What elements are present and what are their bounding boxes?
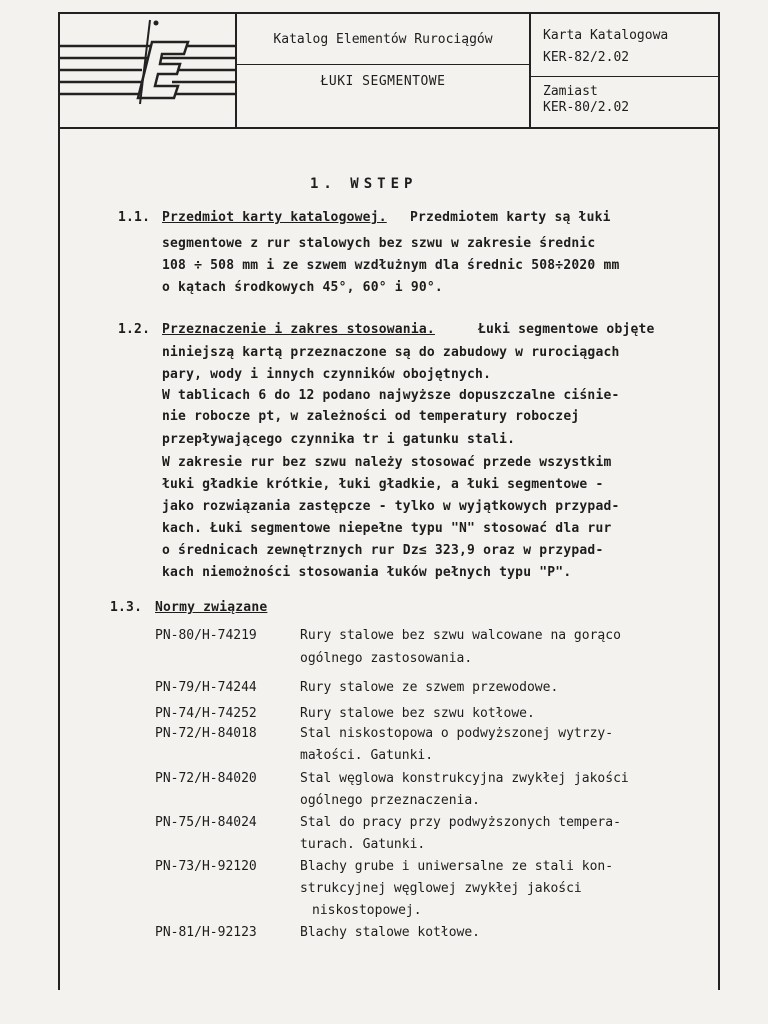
norm-desc: Stal niskostopowa o podwyższonej wytrzy- [300,726,614,741]
norm-code: PN-81/H-92123 [155,925,257,940]
card-label: Karta Katalogowa [543,28,669,43]
card-number-block [531,14,718,77]
catalog-header [60,14,718,129]
norm-desc: ogólnego przeznaczenia. [300,793,481,808]
section-1-1-line: 108 ÷ 508 mm i ze szwem wzdłużnym dla średnic 508÷2020 mm [162,258,620,273]
norm-desc: Stal węglowa konstrukcyjna zwykłej jakości [300,771,629,786]
section-heading: 1. WSTEP [310,176,418,192]
section-1-2-line: W tablicach 6 do 12 podano najwyższe dopuszczalne ciśnie- [162,388,620,403]
replaces-number: KER-80/2.02 [543,100,630,115]
section-1-2-line: kach niemożności stosowania łuków pełnych typu "P". [162,565,572,580]
section-1-2-line: nie robocze pt, w zależności od temperatury roboczej [162,409,580,424]
section-1-1-line: o kątach środkowych 45°, 60° i 90°. [162,280,443,295]
card-cell [531,14,718,127]
norm-code: PN-79/H-74244 [155,680,257,695]
section-1-1-line: Przedmiotem karty są łuki [410,210,611,225]
section-1-1-title: Przedmiot karty katalogowej. [162,210,387,225]
norm-desc: Stal do pracy przy podwyższonych tempera- [300,815,621,830]
section-1-2-line: Łuki segmentowe objęte [478,322,655,337]
norm-code: PN-80/H-74219 [155,628,257,643]
card-number: KER-82/2.02 [543,50,630,65]
section-1-1-number: 1.1. [118,210,151,225]
section-1-2-line: pary, wody i innych czynników obojętnych. [162,367,492,382]
section-1-2-line: jako rozwiązania zastępcze - tylko w wyjątkowych przypad- [162,499,620,514]
logo-cell [60,14,237,127]
norm-desc: Blachy stalowe kotłowe. [300,925,481,940]
norm-code: PN-72/H-84018 [155,726,257,741]
section-1-3-number: 1.3. [110,600,143,615]
norm-code: PN-75/H-84024 [155,815,257,830]
norm-desc: Blachy grube i uniwersalne ze stali kon- [300,859,614,874]
norm-desc: strukcyjnej węglowej zwykłej jakości [300,881,582,896]
section-1-2-line: łuki gładkie krótkie, łuki gładkie, a łuki segmentowe - [162,477,604,492]
norm-desc: ogólnego zastosowania. [300,651,473,666]
section-1-2-line: o średnicach zewnętrznych rur Dz≤ 323,9 oraz w przypad- [162,543,604,558]
catalog-logo [60,14,235,127]
section-1-2-line: W zakresie rur bez szwu należy stosować przede wszystkim [162,455,612,470]
section-1-2-number: 1.2. [118,322,151,337]
norm-desc: Rury stalowe bez szwu kotłowe. [300,706,535,721]
norm-desc: Rury stalowe bez szwu walcowane na gorąco [300,628,621,643]
section-1-2-line: niniejszą kartą przeznaczone są do zabudowy w rurociągach [162,345,620,360]
norm-code: PN-72/H-84020 [155,771,257,786]
section-1-3-title: Normy związane [155,600,268,615]
section-1-2-line: przepływającego czynnika tr i gatunku stali. [162,432,516,447]
norm-desc: Rury stalowe ze szwem przewodowe. [300,680,559,695]
subject-title: ŁUKI SEGMENTOWE [320,73,446,89]
section-1-2-title: Przeznaczenie i zakres stosowania. [162,322,435,337]
norm-code: PN-74/H-74252 [155,706,257,721]
norm-desc: małości. Gatunki. [300,748,434,763]
norm-desc: turach. Gatunki. [300,837,426,852]
norm-code: PN-73/H-92120 [155,859,257,874]
catalog-title: Katalog Elementów Rurociągów [237,14,529,65]
section-1-2-line: kach. Łuki segmentowe niepełne typu "N" stosować dla rur [162,521,612,536]
replaces-label: Zamiast [543,84,598,99]
section-1-1-line: segmentowe z rur stalowych bez szwu w zakresie średnic [162,236,596,251]
title-cell [237,14,531,127]
norm-desc: niskostopowej. [312,903,422,918]
